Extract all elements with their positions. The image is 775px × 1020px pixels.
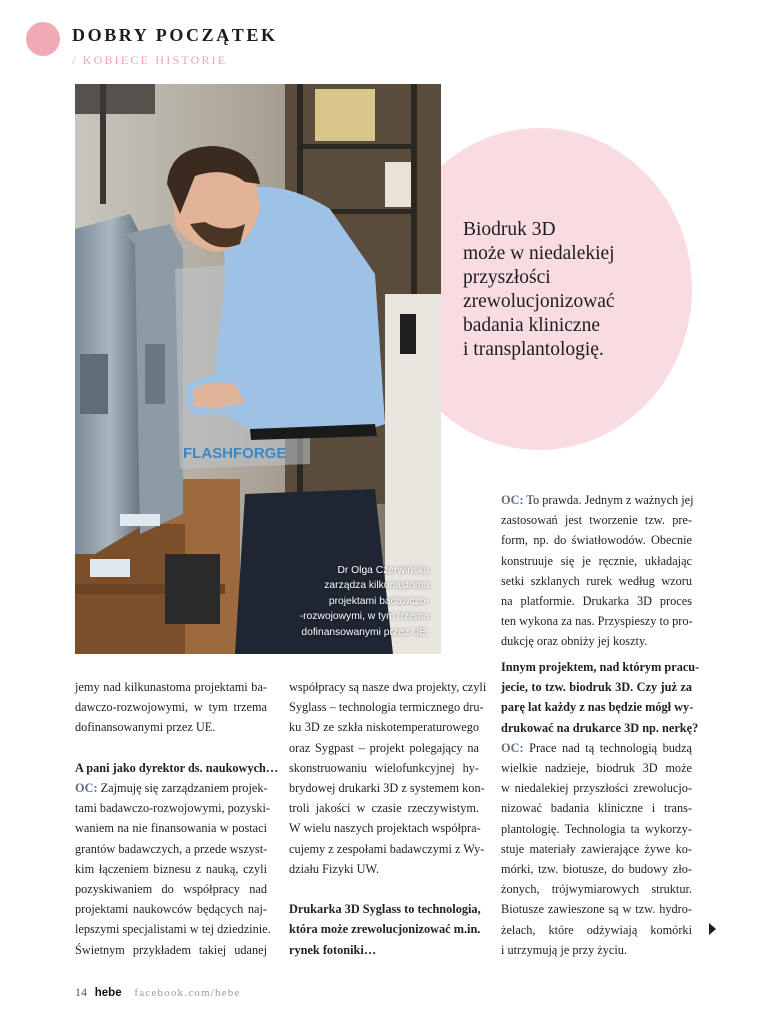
text-line: dofinansowanymi przez UE. <box>75 720 216 735</box>
text-line <box>501 490 692 510</box>
text-line: współpracy są nasze dwa projekty, czyli <box>289 680 487 694</box>
paragraph-gap <box>75 738 267 758</box>
question-line: rynek fotoniki… <box>289 942 377 957</box>
page-footer <box>75 985 241 1000</box>
pull-quote-line: zrewolucjonizować <box>463 291 615 312</box>
text-line: grantów badawczych, a przede wszyst- <box>75 841 268 856</box>
text-line: oraz Sygpast – projekt polegający na <box>289 740 479 755</box>
question-line: A pani jako dyrektor ds. naukowych… <box>75 760 279 775</box>
answer-text: Zajmuję się zarządzaniem projek- <box>97 781 268 795</box>
text-line: działu Fizyki UW. <box>289 861 380 876</box>
text-line: w niedalekiej przyszłości zrewolucjo- <box>501 781 692 796</box>
caption-line: Dr Olga Czerwińska <box>337 564 429 576</box>
article-photo <box>75 84 441 654</box>
text-line: ku 3D ze szkła niskotemperaturowego <box>289 720 479 735</box>
text-line: tami badawczo-rozwojowymi, pozyski- <box>75 801 270 816</box>
text-line: Syglass – technologia termicznego dru- <box>289 700 484 715</box>
pull-quote-line: badania kliniczne <box>463 315 600 336</box>
text-line: plantologię. Technologia ta wykorzy- <box>501 821 692 836</box>
section-title: DOBRY POCZĄTEK <box>72 25 278 45</box>
printer-brand-label: FLASHFORGE <box>183 445 287 462</box>
text-line: i utrzymują je przy życiu. <box>501 942 627 957</box>
caption-line: -rozwojowymi, w tym trzema <box>299 611 429 622</box>
question-line: Innym projektem, nad którym pracu- <box>501 660 700 674</box>
text-line: mórki, tzw. biotusze, do budowy zło- <box>501 862 692 877</box>
page-number: 14 <box>75 985 87 999</box>
caption-line: dofinansowanymi przez UE. <box>301 626 429 638</box>
pull-quote-line: i transplantologię. <box>463 339 604 360</box>
text-line: dukcję oraz obniży jej koszty. <box>501 634 648 649</box>
text-line: lepszymi specjalistami w tej dziedzinie. <box>75 922 271 937</box>
text-line: waniem na nie finansowania w postaci <box>75 821 267 836</box>
question-line: która może zrewolucjonizować m.in. <box>289 922 481 937</box>
text-line: setki szklanych rurek według wzoru <box>501 573 692 588</box>
pull-quote <box>463 218 615 362</box>
pull-quote-line: może w niedalekiej <box>463 243 615 264</box>
text-line: wielkie nadzieje, biodruk 3D może <box>501 761 692 776</box>
question-line: drukować na drukarce 3D np. nerkę? <box>501 720 699 735</box>
oc-label: OC: <box>501 493 524 507</box>
section-dot-decoration <box>26 22 60 56</box>
paragraph-gap <box>289 879 479 899</box>
question-line: Drukarka 3D Syglass to technologia, <box>289 902 481 917</box>
article-column-left <box>75 677 279 960</box>
text-line: W wielu naszych projektach współpra- <box>289 821 481 836</box>
text-line <box>75 778 267 798</box>
text-line: zastosowań jest tworzenie tzw. pre- <box>501 513 692 528</box>
text-line: na platformie. Drukarka 3D proces <box>501 594 692 609</box>
text-line: kim łączeniem biznesu z nauką, czyli <box>75 861 267 876</box>
question-line: jecie, to tzw. biodruk 3D. Czy już za <box>501 680 692 695</box>
social-link[interactable]: facebook.com/hebe <box>134 987 241 999</box>
text-line: form, np. do światłowodów. Obecnie <box>501 533 692 548</box>
article-column-middle <box>289 677 487 960</box>
pull-quote-line: przyszłości <box>463 267 551 288</box>
text-line: skonstruowaniu wielofunkcyjnej hy- <box>289 760 479 775</box>
text-line: żonych, trójwymiarowych struktur. <box>501 882 692 897</box>
article-column-right-top <box>501 490 692 652</box>
text-line: projektami naukowców będących naj- <box>75 902 267 917</box>
text-line: konstruuje się je ręcznie, układając <box>501 553 692 568</box>
text-line: Świetnym przykładem takiej udanej <box>75 942 267 957</box>
section-subtitle: / KOBIECE HISTORIE <box>72 53 228 67</box>
text-line: brydowej drukarki 3D z systemem kon- <box>289 781 485 796</box>
text-line: Biotusze zawieszone są w tzw. hydro- <box>501 902 692 917</box>
text-line: dawczo-rozwojowymi, w tym trzema <box>75 700 267 715</box>
caption-line: zarządza kilkunastoma <box>324 580 429 591</box>
text-line: jemy nad kilkunastoma projektami ba- <box>75 680 267 694</box>
caption-line: projektami badawczo- <box>328 595 429 607</box>
pull-quote-line: Biodruk 3D <box>463 219 556 240</box>
oc-label: OC: <box>75 781 98 795</box>
text-line <box>501 738 692 758</box>
text-line: żelach, które odżywiają komórki <box>501 922 692 937</box>
photo-caption <box>249 563 429 641</box>
text-line: troli jakości w czasie rzeczywistym. <box>289 801 479 816</box>
text-line: stuje materiały zawierające żywe ko- <box>501 841 692 856</box>
answer-text: To prawda. Jednym z ważnych jej <box>523 493 694 507</box>
text-line: ten wykona za nas. Przyspieszy to pro- <box>501 614 693 629</box>
question-line: parę lat każdy z nas będzie mógł wy- <box>501 700 694 715</box>
next-page-arrow-icon <box>709 923 716 935</box>
article-column-right-bottom <box>501 657 700 960</box>
text-line: cujemy z zespołami badawczymi z Wy- <box>289 841 485 856</box>
text-line: pozyskiwaniem do współpracy nad <box>75 882 267 897</box>
answer-text: Prace nad tą technologią budzą <box>523 740 692 755</box>
oc-label: OC: <box>501 740 524 755</box>
text-line: nizować badania kliniczne i trans- <box>501 801 692 816</box>
brand-logo: hebe <box>94 987 122 999</box>
